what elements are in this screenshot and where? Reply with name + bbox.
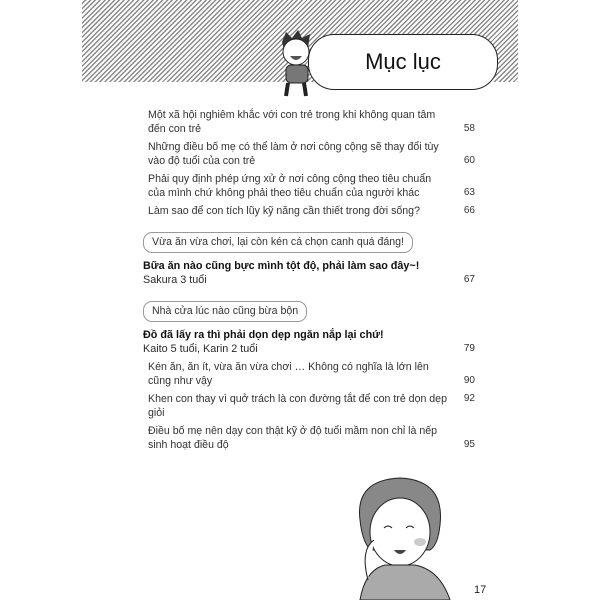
section-story	[143, 259, 475, 287]
page-ref: 63	[463, 187, 475, 198]
story-title: Đồ đã lấy ra thì phải dọn dẹp ngăn nắp lại chứ!	[143, 329, 384, 341]
toc-entry: Phải quy định phép ứng xử ở nơi công cộng theo tiêu chuẩn của mình chứ không phải theo tiêu chuẩn của người khác 63	[148, 173, 475, 199]
toc-entry: Điều bố mẹ nên dạy con thật kỹ ở độ tuổi mầm non chỉ là nếp sinh hoạt điều độ 95	[148, 425, 475, 451]
story-title: Bữa ăn nào cũng bực mình tột độ, phải làm sao đây~!	[143, 260, 420, 272]
story-subtitle: Kaito 5 tuổi, Karin 2 tuổi	[143, 343, 258, 355]
toc-entry: Một xã hội nghiêm khắc với con trẻ trong khi không quan tâm đến con trẻ 58	[148, 109, 475, 135]
section-story	[143, 328, 475, 356]
section-pill: Vừa ăn vừa chơi, lại còn kén cá chọn canh quá đáng!	[143, 232, 413, 253]
toc-entry: Làm sao để con tích lũy kỹ năng cần thiết trong đời sống? 66	[148, 205, 475, 217]
story-subtitle-row	[143, 342, 475, 356]
story-subtitle-row	[143, 273, 475, 287]
page-ref: 95	[463, 439, 475, 450]
toc-entry: Khen con thay vì quở trách là con đường tắt để con trẻ dọn dẹp giỏi 92	[148, 393, 475, 419]
toc-entry: Những điều bố mẹ có thể làm ở nơi công cộng sẽ thay đổi tùy vào độ tuổi của con trẻ 60	[148, 141, 475, 167]
section-pill: Nhà cửa lúc nào cũng bừa bộn	[143, 301, 307, 322]
page-ref: 90	[463, 375, 475, 386]
page-ref: 60	[463, 155, 475, 166]
mother-illustration	[340, 470, 470, 600]
page-ref: 67	[463, 274, 475, 285]
page-number: 17	[474, 584, 487, 596]
toc-entry: Kén ăn, ăn ít, vừa ăn vừa chơi … Không có nghĩa là lớn lên cũng như vậy 90	[148, 361, 475, 387]
page-ref: 92	[463, 393, 475, 404]
page-ref: 66	[463, 205, 475, 216]
page-title: Mục lục	[365, 49, 441, 74]
story-subtitle: Sakura 3 tuổi	[143, 274, 207, 286]
table-of-contents	[140, 108, 475, 456]
page-ref: 79	[463, 343, 475, 354]
toc-title-bubble	[308, 34, 498, 90]
page-ref: 58	[463, 123, 475, 134]
